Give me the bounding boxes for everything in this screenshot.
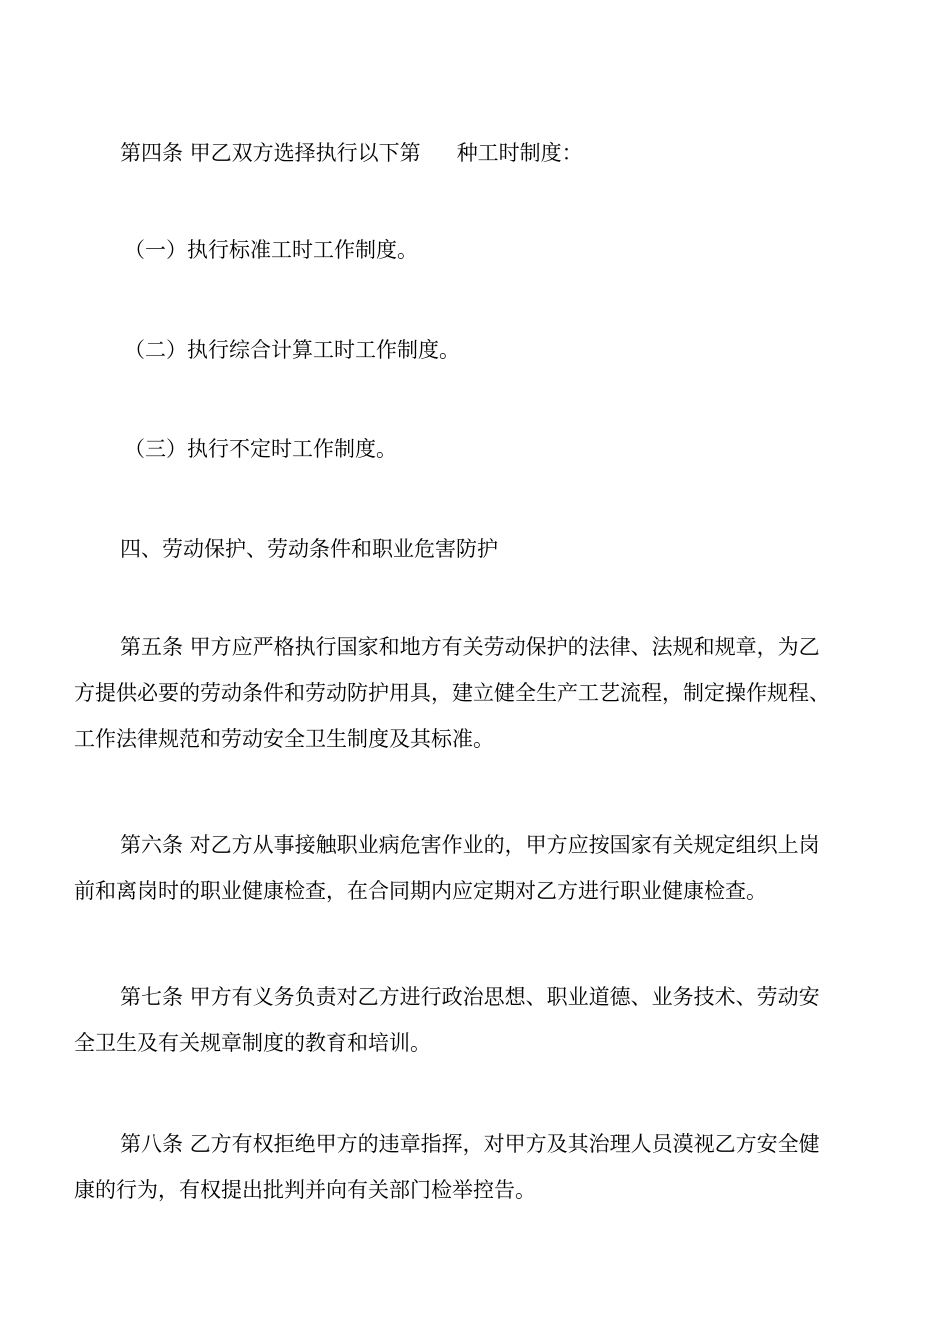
article-5-line-2: 方提供必要的劳动条件和劳动防护用具，建立健全生产工艺流程，制定操作规程、 [74, 681, 830, 705]
article-6-line-1: 第六条 对乙方从事接触职业病危害作业的，甲方应按国家有关规定组织上岗 [120, 833, 820, 857]
article-5 [74, 635, 880, 752]
article-7-line-1: 第七条 甲方有义务负责对乙方进行政治思想、职业道德、业务技术、劳动安 [120, 985, 820, 1009]
article-5-line-1: 第五条 甲方应严格执行国家和地方有关劳动保护的法律、法规和规章，为乙 [120, 635, 820, 659]
article-6-line-2: 前和离岗时的职业健康检查，在合同期内应定期对乙方进行职业健康检查。 [74, 879, 767, 903]
article-4 [120, 141, 926, 166]
article-8-line-1: 第八条 乙方有权拒绝甲方的违章指挥，对甲方及其治理人员漠视乙方安全健 [120, 1132, 820, 1156]
option-1: （一）执行标准工时工作制度。 [124, 238, 418, 262]
article-7 [74, 985, 880, 1056]
article-6 [74, 833, 880, 904]
article-4-suffix: 种工时制度： [456, 141, 583, 165]
article-5-line-3: 工作法律规范和劳动安全卫生制度及其标准。 [74, 727, 494, 751]
article-7-line-2: 全卫生及有关规章制度的教育和培训。 [74, 1031, 431, 1055]
option-3: （三）执行不定时工作制度。 [124, 437, 397, 461]
article-4-prefix: 第四条 甲乙双方选择执行以下第 [120, 141, 421, 165]
article-8 [74, 1132, 880, 1203]
article-8-line-2: 康的行为，有权提出批判并向有关部门检举控告。 [74, 1178, 536, 1202]
section-4-heading: 四、劳动保护、劳动条件和职业危害防护 [120, 537, 498, 561]
option-2: （二）执行综合计算工时工作制度。 [124, 338, 460, 362]
